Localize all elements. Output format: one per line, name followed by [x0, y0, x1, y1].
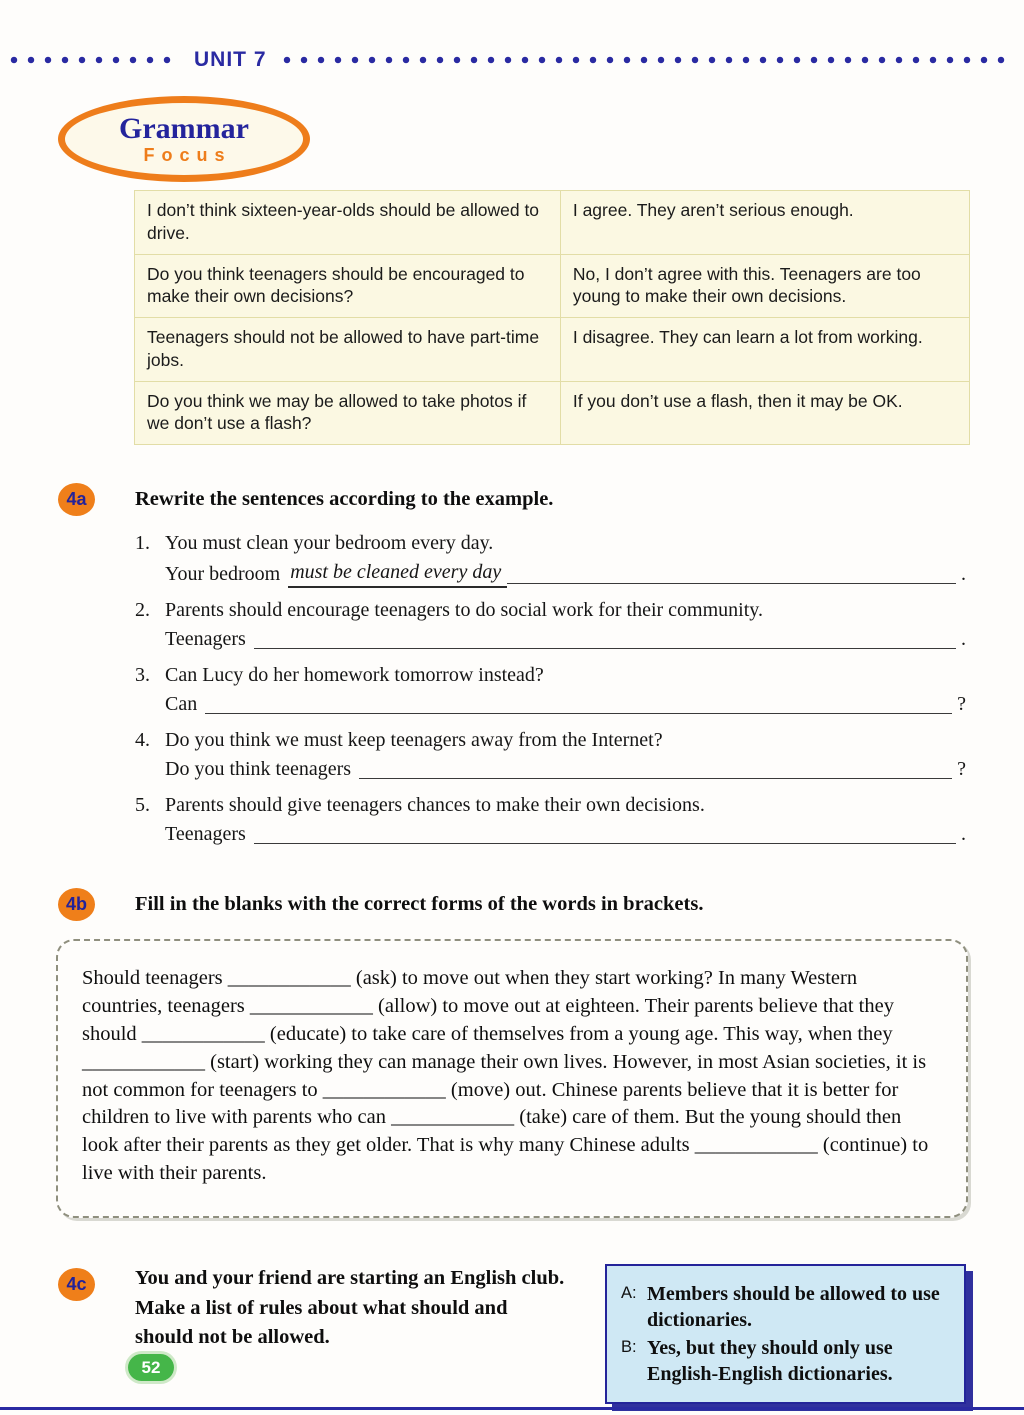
- item-end-punct: ?: [957, 693, 966, 715]
- item-prompt: Parents should give teenagers chances to make their own decisions.: [165, 794, 705, 816]
- dotted-rule-left: [10, 56, 178, 64]
- passage-text: Should teenagers ____________ (ask) to move out when they start working? In many Western countries, teenagers ____________ (allow) to move out at eighteen. Their parents believe that they should ____________ (educate) to take care of themselves from a young age. This way, when they ____________ (start) working they can manage their own lives. However, in most Asian societies, it is not common for teenagers to ____________ (move) out. Chinese parents believe that it is better for children to live with parents who can ____________ (take) care of them. But the young should then look after their parents as they get older. That is why many Chinese adults ____________ (continue) to live with their parents.: [82, 967, 929, 1185]
- table-cell-question: Teenagers should not be allowed to have part-time jobs.: [135, 318, 561, 382]
- exercise-item: [135, 662, 966, 718]
- unit-title: UNIT 7: [194, 48, 267, 71]
- exercise-4a-list: [135, 530, 966, 848]
- table-row: [135, 381, 970, 445]
- exercise-item: [135, 597, 966, 653]
- bottom-rule: [0, 1407, 1024, 1410]
- item-stem: Can: [165, 693, 198, 715]
- dialogue-box: [605, 1264, 966, 1404]
- section-4a-badge: 4a: [58, 483, 95, 516]
- section-4b-title: Fill in the blanks with the correct forms of the words in brackets.: [135, 893, 704, 915]
- table-cell-question: Do you think we may be allowed to take photos if we don’t use a flash?: [135, 381, 561, 445]
- dotted-rule-right: [283, 56, 1014, 64]
- item-answer: must be cleaned every day: [288, 559, 507, 588]
- table-cell-answer: I agree. They aren’t serious enough.: [560, 191, 969, 255]
- item-stem: Do you think teenagers: [165, 758, 352, 780]
- item-stem: Teenagers: [165, 823, 246, 845]
- grammar-subtitle: Focus: [143, 145, 232, 165]
- grammar-title: Grammar: [119, 112, 249, 145]
- answer-blank: [254, 648, 956, 649]
- item-prompt: You must clean your bedroom every day.: [165, 532, 494, 554]
- item-prompt: Parents should encourage teenagers to do social work for their community.: [165, 599, 763, 621]
- table-cell-answer: If you don’t use a flash, then it may be OK.: [560, 381, 969, 445]
- item-end-punct: ?: [957, 758, 966, 780]
- item-end-punct: .: [961, 563, 966, 585]
- table-cell-answer: No, I don’t agree with this. Teenagers are too young to make their own decisions.: [560, 254, 969, 318]
- speaker-label: A:: [621, 1284, 637, 1302]
- exercise-item: [135, 727, 966, 783]
- fill-blanks-passage-box: [56, 939, 968, 1218]
- exercise-item: [135, 530, 966, 588]
- section-4a-title: Rewrite the sentences according to the example.: [135, 488, 554, 510]
- table-row: [135, 191, 970, 255]
- section-4a-header: [58, 483, 966, 516]
- unit-header: [0, 48, 1024, 72]
- item-stem: Your bedroom: [165, 563, 281, 585]
- section-4b-header: [58, 888, 966, 921]
- dialogue-line: [621, 1335, 950, 1387]
- table-row: [135, 254, 970, 318]
- table-row: [135, 318, 970, 382]
- item-number: 2.: [135, 599, 150, 621]
- speaker-label: B:: [621, 1338, 637, 1356]
- grammar-focus-table: [134, 190, 970, 445]
- item-stem: Teenagers: [165, 628, 246, 650]
- section-4b-badge: 4b: [58, 888, 95, 921]
- item-end-punct: .: [961, 628, 966, 650]
- table-cell-question: Do you think teenagers should be encouraged to make their own decisions?: [135, 254, 561, 318]
- item-end-punct: .: [961, 823, 966, 845]
- exercise-item: [135, 792, 966, 848]
- item-prompt: Do you think we must keep teenagers away from the Internet?: [165, 729, 663, 751]
- section-4c-instruction: You and your friend are starting an English club. Make a list of rules about what should and should not be allowed.: [135, 1267, 565, 1349]
- section-4c-badge: 4c: [58, 1268, 95, 1301]
- answer-blank: [205, 713, 952, 714]
- item-number: 5.: [135, 794, 150, 816]
- dialogue-text: Members should be allowed to use dictionaries.: [647, 1283, 940, 1331]
- table-cell-question: I don’t think sixteen-year-olds should be allowed to drive.: [135, 191, 561, 255]
- grammar-focus-badge: [58, 96, 310, 182]
- answer-blank: [359, 778, 952, 779]
- item-prompt: Can Lucy do her homework tomorrow instead?: [165, 664, 544, 686]
- item-number: 1.: [135, 532, 150, 554]
- item-number: 4.: [135, 729, 150, 751]
- answer-blank: [254, 843, 956, 844]
- page-number-badge: 52: [128, 1354, 174, 1381]
- table-cell-answer: I disagree. They can learn a lot from working.: [560, 318, 969, 382]
- answer-blank: [507, 583, 956, 584]
- item-number: 3.: [135, 664, 150, 686]
- dialogue-text: Yes, but they should only use English-English dictionaries.: [647, 1337, 893, 1385]
- dialogue-line: [621, 1281, 950, 1333]
- section-4c: [58, 1264, 966, 1404]
